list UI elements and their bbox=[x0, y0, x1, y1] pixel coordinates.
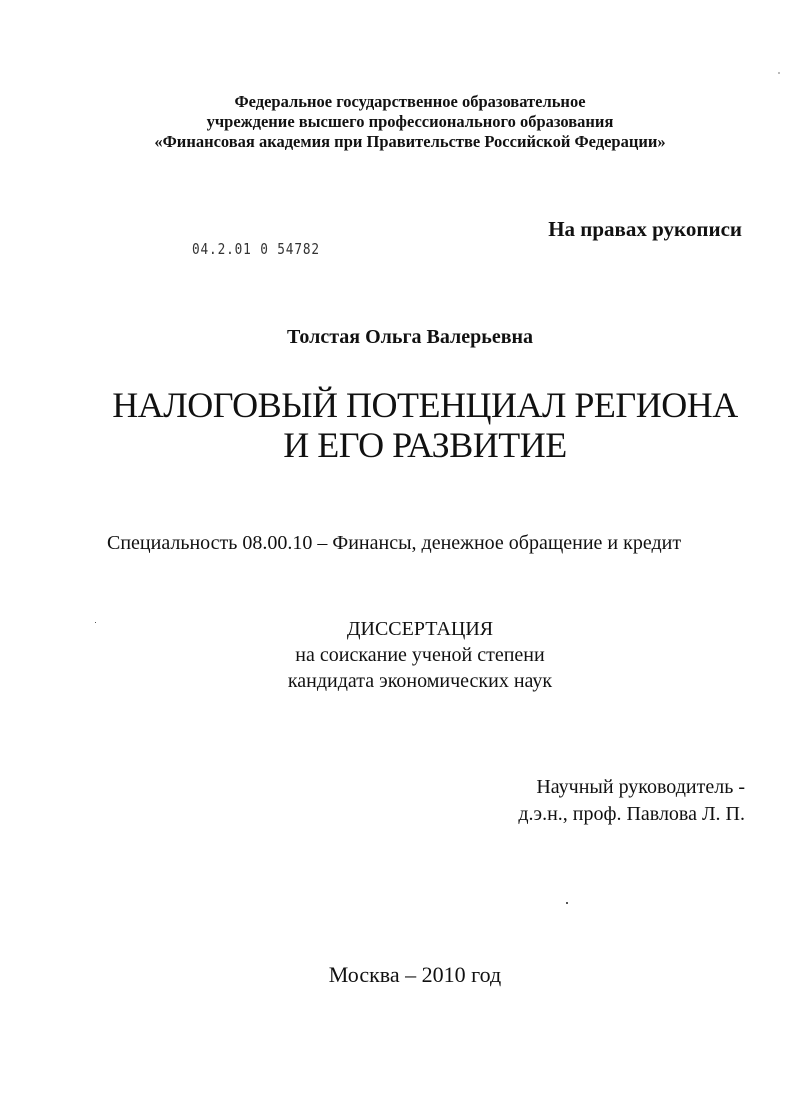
specialty-line: Специальность 08.00.10 – Финансы, денежное обращение и кредит bbox=[107, 532, 682, 554]
rights-notice: На правах рукописи bbox=[548, 217, 742, 241]
degree-line-1: на соискание ученой степени bbox=[295, 644, 545, 666]
dissertation-title bbox=[60, 385, 790, 465]
scan-speck bbox=[95, 622, 96, 623]
institution-line-2: учреждение высшего профессионального образования bbox=[206, 112, 614, 131]
scan-speck bbox=[566, 902, 568, 904]
supervisor-name: д.э.н., проф. Павлова Л. П. bbox=[518, 803, 745, 825]
dissertation-degree-block bbox=[120, 616, 720, 694]
institution-header bbox=[50, 92, 770, 152]
supervisor-label: Научный руководитель - bbox=[536, 776, 745, 798]
institution-line-1: Федеральное государственное образовательное bbox=[234, 92, 586, 111]
institution-line-3: «Финансовая академия при Правительстве Российской Федерации» bbox=[154, 132, 666, 151]
scan-speck bbox=[778, 72, 780, 74]
author-name: Толстая Ольга Валерьевна bbox=[286, 326, 534, 348]
title-line-2: И ЕГО РАЗВИТИЕ bbox=[283, 425, 567, 465]
city-year: Москва – 2010 год bbox=[328, 962, 502, 987]
registry-stamp: 04.2.01 0 54782 bbox=[192, 240, 320, 258]
degree-line-2: кандидата экономических наук bbox=[287, 670, 553, 692]
dissertation-heading: ДИССЕРТАЦИЯ bbox=[346, 618, 494, 640]
title-line-1: НАЛОГОВЫЙ ПОТЕНЦИАЛ РЕГИОНА bbox=[112, 385, 738, 425]
supervisor-block bbox=[430, 774, 745, 828]
